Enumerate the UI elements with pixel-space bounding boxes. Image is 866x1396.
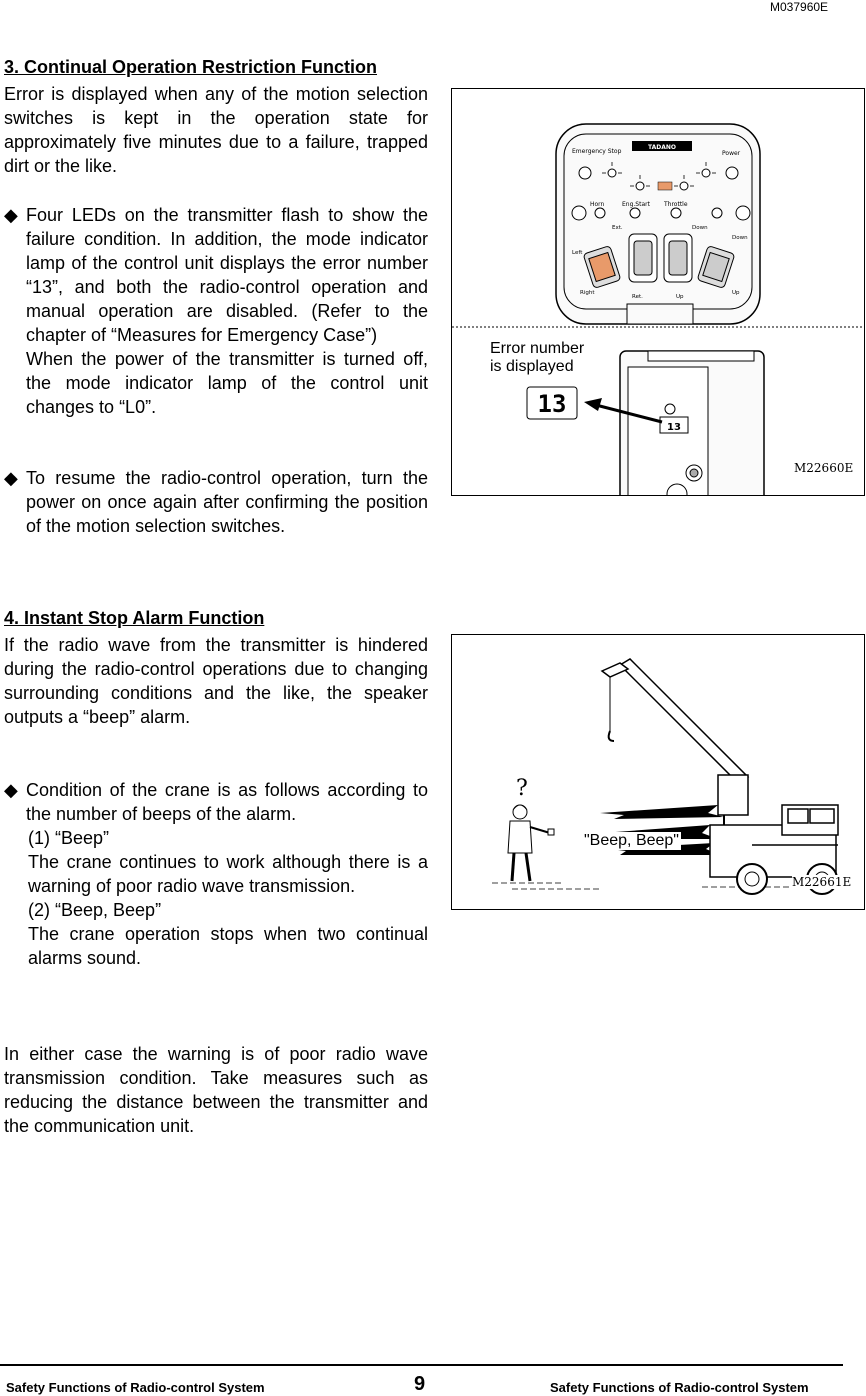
section-4-closing: In either case the warning is of poor radio wave transmission condition. Take measures such as reducing the distance between the transmitter and the communication unit. (4, 1044, 428, 1136)
transmitter-figure (451, 88, 865, 496)
svg-text:Up: Up (732, 290, 740, 296)
beep-2-title: (2) “Beep, Beep” (28, 900, 162, 920)
svg-text:Right: Right (580, 290, 595, 296)
figure-code-m22660e: M22660E (794, 461, 854, 475)
bullet-diamond-icon: ◆ (4, 780, 18, 800)
bullet-1-text-b: When the power of the transmitter is turned off, the mode indicator lamp of the control unit changes to “L0”. (26, 349, 428, 417)
section-3-heading: 3. Continual Operation Restriction Function (4, 57, 378, 77)
section-4-intro: If the radio wave from the transmitter is hindered during the radio-control operations due to changing surrounding conditions and the like, the speaker outputs a “beep” alarm. (4, 635, 428, 727)
svg-text:13: 13 (537, 390, 567, 418)
svg-text:Emergency Stop: Emergency Stop (572, 148, 622, 155)
section-4-bullet (4, 778, 428, 970)
svg-text:Ret.: Ret. (632, 294, 643, 300)
crane-illustration (452, 635, 864, 909)
footer-rule (0, 1364, 843, 1366)
bullet-1-text-a: Four LEDs on the transmitter flash to show the failure condition. In addition, the mode indicator lamp of the control unit displays the error number “13”, and both the radio-control operation and manual operation are disabled. (Refer to the chapter of “Measures for Emergency Case”) (26, 205, 428, 345)
bullet-diamond-icon: ◆ (4, 468, 18, 488)
svg-text:Throttle: Throttle (664, 201, 688, 208)
svg-text:Up: Up (676, 294, 684, 300)
section-4-bullet-text: Condition of the crane is as follows according to the number of beeps of the alarm. (26, 780, 428, 824)
figure-code-m22661e: M22661E (792, 875, 852, 889)
footer-right-title: Safety Functions of Radio-control System (550, 1380, 809, 1395)
svg-text:TADANO: TADANO (647, 144, 677, 151)
beep-speech-label: "Beep, Beep" (584, 832, 679, 849)
bullet-2-text: To resume the radio-control operation, turn the power on once again after confirming the position of the motion selection switches. (26, 468, 428, 536)
beep-1-text: The crane continues to work although there is a warning of poor radio wave transmission. (28, 852, 428, 896)
svg-text:Ext.: Ext. (612, 225, 623, 231)
section-3-bullet-1 (4, 203, 428, 419)
svg-text:Left: Left (572, 250, 583, 256)
page-number: 9 (414, 1373, 426, 1395)
bullet-diamond-icon: ◆ (4, 205, 18, 225)
transmitter-illustration (452, 89, 864, 495)
svg-text:?: ? (516, 776, 528, 801)
svg-text:Horn: Horn (590, 201, 605, 208)
beep-2-text: The crane operation stops when two continual alarms sound. (28, 924, 428, 968)
svg-text:Down: Down (732, 235, 748, 241)
svg-text:13: 13 (667, 422, 681, 433)
svg-text:Down: Down (692, 225, 708, 231)
svg-text:Power: Power (722, 150, 741, 157)
footer-left-title: Safety Functions of Radio-control System (6, 1380, 265, 1395)
svg-text:Eng.Start: Eng.Start (622, 201, 650, 208)
crane-alarm-figure (451, 634, 865, 910)
error-number-annotation: Error number is displayed (490, 340, 585, 375)
section-3-bullet-2 (4, 466, 428, 538)
section-3-intro: Error is displayed when any of the motion selection switches is kept in the operation state for approximately five minutes due to a failure, trapped dirt or the like. (4, 84, 428, 176)
section-4-heading: 4. Instant Stop Alarm Function (4, 608, 265, 628)
document-code: M037960E (770, 0, 829, 14)
beep-1-title: (1) “Beep” (28, 828, 110, 848)
